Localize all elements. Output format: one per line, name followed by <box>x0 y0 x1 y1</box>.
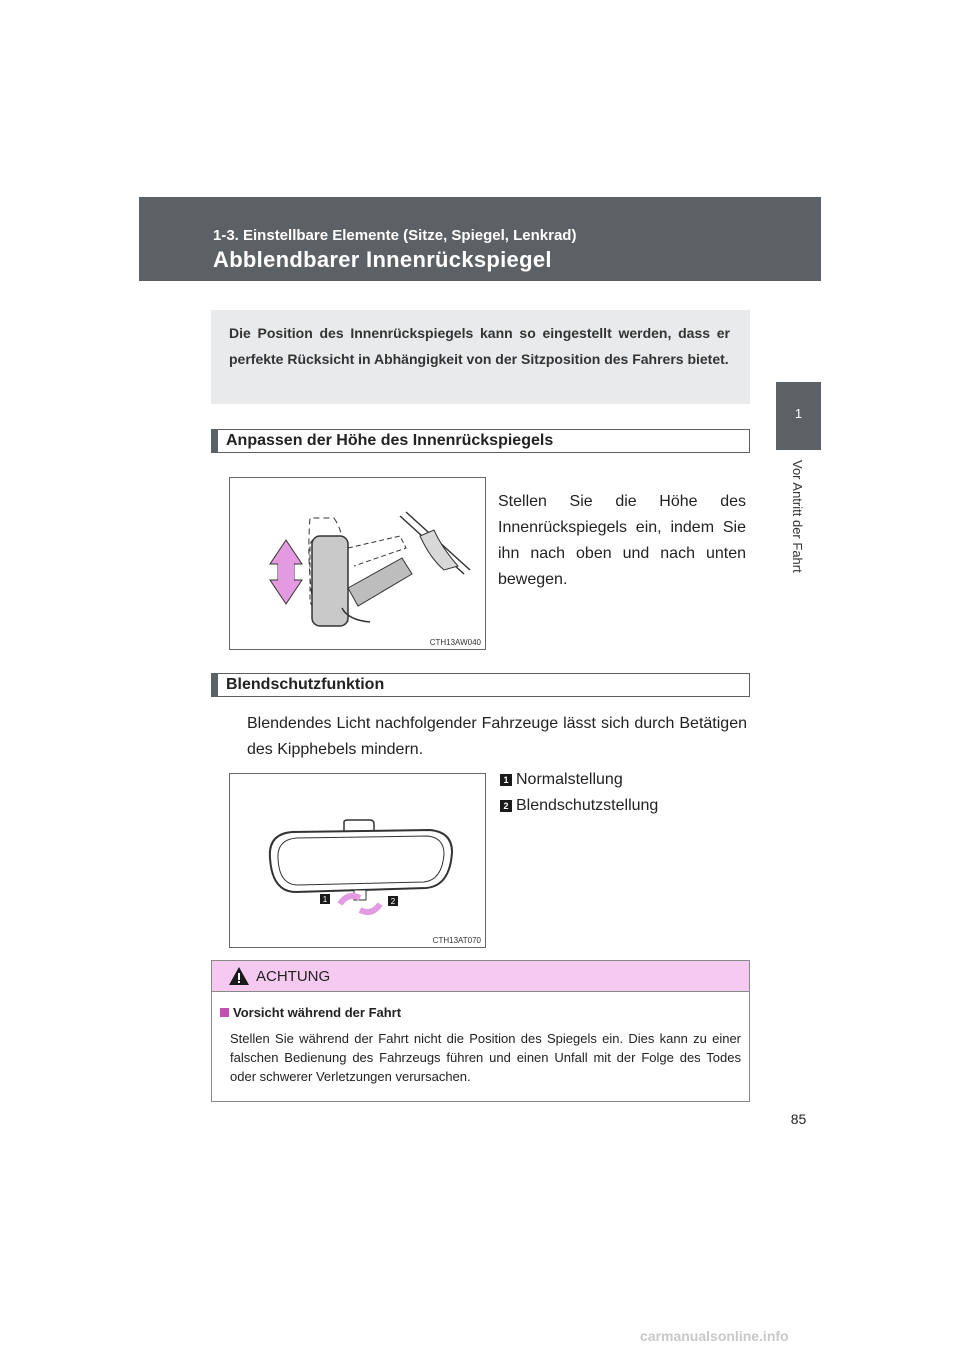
warning-box <box>211 960 750 1102</box>
figure-code: CTH13AW040 <box>429 638 481 647</box>
antiglare-text: Blendendes Licht nachfolgender Fahrzeuge lässt sich durch Betätigen des Kipphebels mindern. <box>247 715 747 758</box>
warning-text: Stellen Sie während der Fahrt nicht die Position des Spiegels ein. Dies kann zu einer falschen Bedienung des Fahrzeugs führen und einen Unfall mit der Folge des Todes oder schwerer Verletzungen verursachen. <box>230 1031 741 1084</box>
mirror-antiglare-illustration <box>230 774 485 947</box>
chapter-label <box>776 460 821 590</box>
intro-text: Die Position des Innenrückspiegels kann so eingestellt werden, dass er perfekte Rücksicht in Abhängigkeit von der Sitzposition des Fahrers bietet. <box>229 325 730 367</box>
svg-text:2: 2 <box>390 897 396 906</box>
legend-number: 1 <box>500 774 512 786</box>
warning-triangle-icon <box>228 966 250 986</box>
figure-mirror-antiglare <box>229 773 486 948</box>
chapter-tab[interactable] <box>776 382 821 450</box>
legend-item-2 <box>500 797 658 815</box>
subheading-bar <box>212 430 218 452</box>
page-title: Abblendbarer Innenrückspiegel <box>213 247 552 272</box>
warning-label: ACHTUNG <box>256 968 331 985</box>
legend-item-1 <box>500 771 623 789</box>
footer-watermark: carmanualsonline.info <box>640 1328 789 1344</box>
subheading-text: Blendschutzfunktion <box>226 676 385 693</box>
warning-title: Vorsicht während der Fahrt <box>233 1005 402 1020</box>
intro-box <box>211 310 750 404</box>
figure-code: CTH13AT070 <box>432 936 481 945</box>
section-breadcrumb: 1-3. Einstellbare Elemente (Sitze, Spiegel, Lenkrad) <box>213 227 577 244</box>
warning-header <box>212 961 749 992</box>
warning-title-row <box>220 1005 401 1020</box>
figure-mirror-height <box>229 477 486 650</box>
svg-text:1: 1 <box>322 895 328 904</box>
bullet-square-icon <box>220 1008 229 1017</box>
mirror-height-illustration <box>230 478 485 649</box>
subheading-height-adjust <box>211 429 750 453</box>
chapter-number: 1 <box>794 406 803 421</box>
chapter-title: Vor Antritt der Fahrt <box>790 460 805 573</box>
legend-label: Normalstellung <box>516 771 623 788</box>
page-number: 85 <box>790 1111 807 1127</box>
legend-number: 2 <box>500 800 512 812</box>
legend-label: Blendschutzstellung <box>516 797 659 814</box>
subheading-text: Anpassen der Höhe des Innenrückspiegels <box>226 432 554 449</box>
height-adjust-text: Stellen Sie die Höhe des Innenrückspiegels ein, indem Sie ihn nach oben und nach unten bewegen. <box>498 493 746 588</box>
page-header <box>139 197 821 281</box>
subheading-bar <box>212 674 218 696</box>
subheading-antiglare <box>211 673 750 697</box>
